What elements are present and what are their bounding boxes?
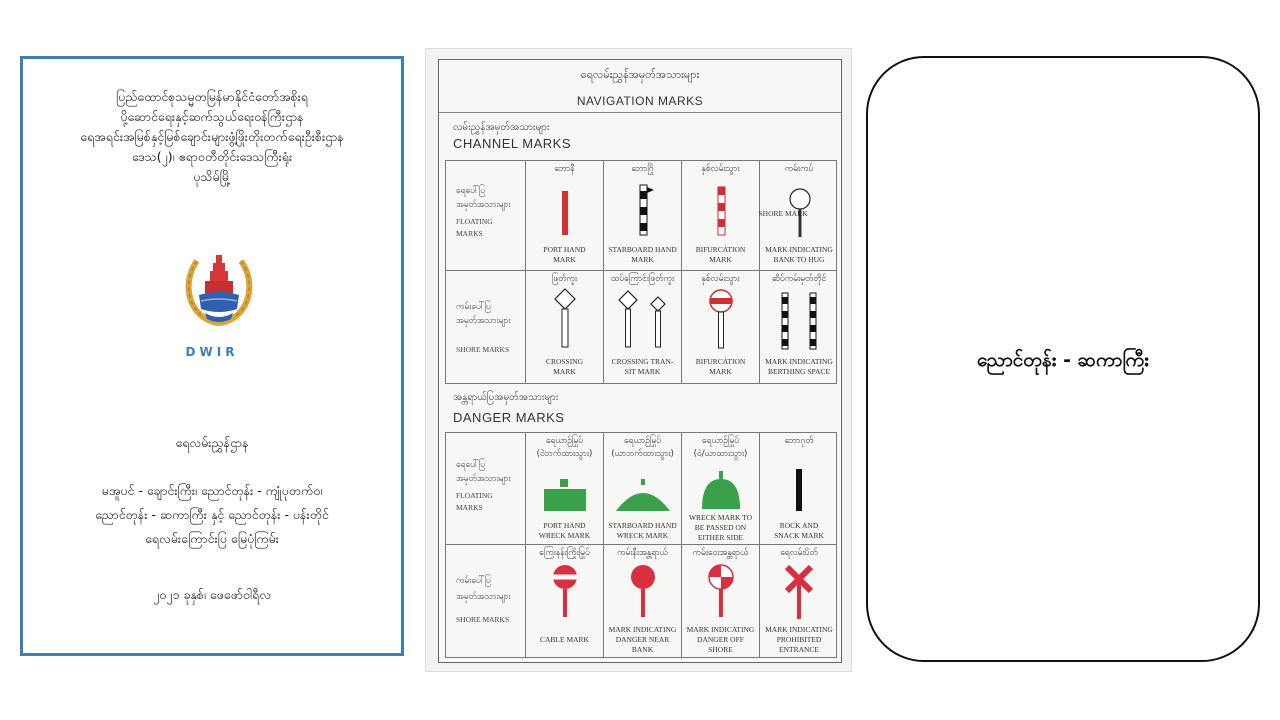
channel-section-title-mm: လမ်းညွှန်အမှတ်အသားများ: [453, 122, 550, 133]
cell-caption: MARK: [553, 367, 576, 376]
route-label: ညောင်တုန်း - ဆကာကြီး: [977, 349, 1149, 371]
cell-heading: နှစ်လမ်းသွား: [701, 164, 740, 174]
cell-heading: ရေယာဉ်မြုပ်: [623, 436, 662, 446]
table-row: [446, 545, 836, 657]
shore-mark-note: SHORE MARK: [758, 209, 808, 218]
route-line-3: ရေလမ်းကြောင်းပြ မြေပုံကြမ်း: [145, 531, 279, 546]
cell-heading: ဘောနီ: [554, 164, 575, 174]
row-label-mm-2: အမှတ်အသားများ: [456, 592, 511, 602]
either-side-wreck-mark-cell: [682, 433, 760, 544]
cell-caption: MARK: [709, 255, 732, 264]
chart-frame: [438, 59, 842, 663]
department-name: ရေလမ်းညွှန်ဌာန: [175, 435, 249, 450]
row-label-en-2: MARKS: [456, 229, 483, 238]
rock-and-snack-mark-cell: [760, 433, 838, 544]
row-label-en-1: FLOATING: [456, 491, 493, 500]
row-label-mm-2: အမှတ်အသားများ: [456, 316, 511, 326]
row-label-mm-2: အမှတ်အသားများ: [456, 474, 511, 484]
cell-caption: PORT HAND: [543, 245, 586, 254]
cell-subheading: (ဝဲ/ယာထားသွား): [693, 449, 748, 459]
row-label: [446, 545, 526, 657]
row-label: [446, 161, 526, 270]
cell-heading: ဆိပ်ကမ်းမှတ်တိုင်: [771, 274, 827, 284]
row-label-en-1: FLOATING: [456, 217, 493, 226]
cell-caption: MARK INDICATING: [686, 625, 755, 634]
cell-caption: STARBOARD HAND: [608, 245, 677, 254]
cell-caption: BERTHING SPACE: [768, 367, 830, 376]
table-row: [446, 271, 836, 383]
cover-date: ၂၀၂၁ ခုနှစ်၊ ဖေဖော်ဝါရီလ: [153, 587, 271, 602]
bifurcation-shore-mark-cell: [682, 271, 760, 383]
cell-caption: ENTRANCE: [779, 645, 819, 654]
danger-marks-table: [445, 432, 837, 658]
cell-heading: ဖြတ်ကူး: [551, 274, 578, 284]
danger-section-title-en: DANGER MARKS: [453, 410, 565, 425]
starboard-hand-mark-cell: [604, 161, 682, 270]
berthing-space-mark-cell: [760, 271, 838, 383]
table-row: [446, 161, 836, 271]
cell-caption: PORT HAND: [543, 521, 586, 530]
divider: [439, 112, 841, 113]
cell-caption: MARK INDICATING: [765, 625, 833, 634]
route-line-1: မအူပင် - ချောင်းကြီး၊ ညောင်တုန်း - ကျုံပုတက်ဝ၊: [101, 483, 323, 498]
cell-caption: SHORE: [708, 645, 733, 654]
cell-caption: CABLE MARK: [540, 635, 589, 644]
row-label-mm-2: အမှတ်အသားများ: [456, 200, 511, 210]
cell-caption: WRECK MARK: [538, 531, 591, 540]
crossing-mark-cell: [526, 271, 604, 383]
cell-caption: SIT MARK: [624, 367, 661, 376]
row-label-en-1: SHORE MARKS: [456, 345, 510, 354]
cell-caption: EITHER SIDE: [697, 533, 744, 542]
cell-heading: ရေယာဉ်မြုပ်: [701, 436, 740, 446]
row-label-mm-1: ကမ်းပေါ်ပြ: [456, 302, 491, 312]
cell-heading: ရေလမ်းပိတ်: [780, 548, 818, 558]
cell-caption: BIFURCATION: [695, 357, 746, 366]
cell-caption: MARK: [631, 255, 654, 264]
cell-heading: ကမ်းဝေးအန္တရာယ်: [692, 548, 749, 558]
channel-marks-table: [445, 160, 837, 384]
cell-caption: BANK TO HUG: [773, 255, 825, 264]
prohibited-entrance-mark-cell: [760, 545, 838, 657]
danger-near-bank-mark-cell: [604, 545, 682, 657]
row-label: [446, 271, 526, 383]
cell-caption: WRECK MARK TO: [688, 513, 753, 522]
cell-caption: DANGER OFF: [697, 635, 744, 644]
starboard-hand-wreck-mark-cell: [604, 433, 682, 544]
cell-caption: STARBOARD HAND: [608, 521, 677, 530]
route-line-2: ညောင်တုန်း - ဆကာကြီး နှင့် ညောင်တုန်း - ပန်းတိုင်: [95, 507, 329, 522]
chart-title-en: NAVIGATION MARKS: [576, 94, 704, 108]
channel-section-title-en: CHANNEL MARKS: [453, 136, 571, 151]
route-label-box: [866, 56, 1260, 662]
row-label: [446, 433, 526, 544]
cell-caption: BE PASSED ON: [694, 523, 747, 532]
bank-to-hug-mark-cell: [760, 161, 838, 270]
crossing-transit-mark-cell: [604, 271, 682, 383]
cell-heading: နှစ်လမ်းသွား: [701, 274, 740, 284]
port-hand-wreck-mark-cell: [526, 433, 604, 544]
cell-heading: ရေယာဉ်မြုပ်: [545, 436, 584, 446]
cell-caption: WRECK MARK: [616, 531, 669, 540]
port-hand-mark-cell: [526, 161, 604, 270]
cell-caption: MARK: [553, 255, 576, 264]
cell-heading: ကြေးနန်းကြိုးမြုပ်: [539, 548, 590, 558]
cover-header-line-2: ပို့ဆောင်ရေးနှင့်ဆက်သွယ်ရေးဝန်ကြီးဌာန: [120, 109, 304, 124]
cell-caption: MARK INDICATING: [608, 625, 677, 634]
cell-caption: CROSSING: [545, 357, 584, 366]
cell-caption: ROCK AND: [779, 521, 819, 530]
cell-caption: MARK INDICATING: [765, 245, 833, 254]
cell-caption: SNACK MARK: [774, 531, 824, 540]
table-row: [446, 433, 836, 545]
row-label-en-1: SHORE MARKS: [456, 615, 510, 624]
cell-heading: ထပ်ကြောင်းဖြတ်ကူး: [611, 274, 674, 284]
cell-subheading: (ဝဲဘက်ထားသွား): [536, 449, 593, 459]
cover-header-line-3: ရေအရင်းအမြစ်နှင့်မြစ်ချောင်းများဖွံ့ဖြိုးတိုးတက်ရေးဦးစီးဌာန: [80, 129, 344, 144]
dwir-emblem-icon: [183, 251, 255, 331]
cell-caption: CROSSING TRAN-: [611, 357, 674, 366]
cell-caption: MARK INDICATING: [765, 357, 833, 366]
cell-heading: ကမ်းနီးအန္တရာယ်: [617, 548, 668, 558]
cover-header-line-1: ပြည်ထောင်စုသမ္မတမြန်မာနိုင်ငံတော်အစိုးရ: [116, 89, 308, 104]
logo-text: DWIR: [185, 345, 239, 359]
cell-heading: ကမ်းကပ်: [784, 164, 814, 174]
row-label-en-2: MARKS: [456, 503, 483, 512]
cell-subheading: (ယာဘက်ထားသွား): [611, 449, 674, 459]
cover-header-line-4: ဒေသ(၂)၊ ဧရာဝတီတိုင်းဒေသကြီးရုံး: [131, 149, 293, 164]
navigation-marks-chart: [425, 48, 852, 672]
cell-heading: ဘောဂုတ်: [784, 436, 814, 446]
danger-section-title-mm: အန္တရာယ်ပြအမှတ်အသားများ: [453, 392, 559, 403]
danger-off-shore-mark-cell: [682, 545, 760, 657]
cell-caption: BIFURCATION: [695, 245, 746, 254]
cell-caption: PROHIBITED: [776, 635, 822, 644]
cover-header-line-5: ပုသိမ်မြို့: [193, 169, 231, 184]
cover-page: [20, 56, 404, 656]
cell-caption: BANK: [631, 645, 654, 654]
row-label-mm-1: ရေပေါ်ပြ: [456, 460, 486, 470]
cell-caption: MARK: [709, 367, 732, 376]
chart-title-mm: ရေလမ်းညွှန်အမှတ်အသားများ: [580, 68, 700, 81]
row-label-mm-1: ကမ်းပေါ်ပြ: [456, 576, 491, 586]
cell-heading: ဘောဂြို: [631, 164, 654, 174]
row-label-mm-1: ရေပေါ်ပြ: [456, 186, 486, 196]
cable-mark-cell: [526, 545, 604, 657]
cell-caption: DANGER NEAR: [615, 635, 670, 644]
